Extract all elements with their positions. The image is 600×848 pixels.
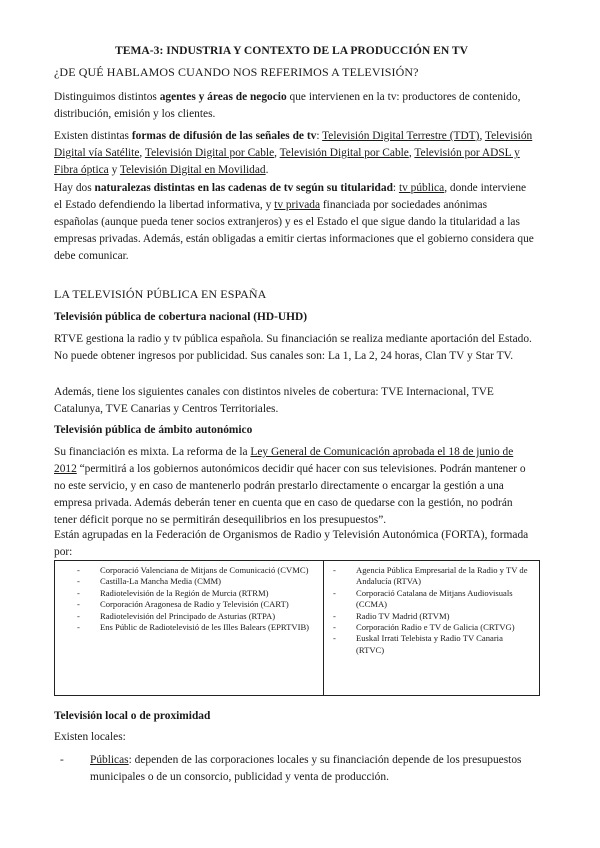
list-item: - Corporación Aragonesa de Radio y Televisión (CART) xyxy=(75,599,315,610)
link-tv-privada[interactable]: tv privada xyxy=(274,199,321,211)
paragraph-rtve-channels: Además, tiene los siguientes canales con distintos niveles de cobertura: TVE Internacional, TVE Catalunya, TVE Canarias y Centros Territoriales. xyxy=(54,386,494,415)
paragraph-forta: Están agrupadas en la Federación de Organismos de Radio y Televisión Autonómica (FORTA), formada por: xyxy=(54,529,529,558)
table-divider xyxy=(323,561,324,695)
link-satelite[interactable]: Televisión Digital vía Satélite xyxy=(54,130,533,159)
link-publicas[interactable]: Públicas xyxy=(90,754,129,766)
link-tv-publica[interactable]: tv pública xyxy=(398,182,445,194)
link-adsl[interactable]: Televisión por ADSL y Fibra óptica xyxy=(54,147,520,176)
list-item: - Corporació Valenciana de Mitjans de Comunicació (CVMC) xyxy=(75,565,315,576)
list-item: - Corporació Catalana de Mitjans Audiovisuals (CCMA) xyxy=(331,588,531,611)
paragraph-financing: Su financiación es mixta. La reforma de la Ley General de Comunicación aprobada el 18 de junio de 2012 “permitirá a los gobiernos autonómicos decidir qué hacer con sus televisiones. Podrán mantener o no este servicio, y en caso de mantenerlo podrán prestarlo directamente o encargar la gestión a una empresa privada. Además deberán tener en cuenta que en caso de quedarse con la gestión, no podrán tener déficit porque no se permitirán desequilibrios en los presupuestos”. xyxy=(54,446,526,526)
list-item: - Radiotelevisión de la Región de Murcia (RTRM) xyxy=(75,588,315,599)
list-item: - Ens Públic de Radiotelevisió de les Illes Balears (EPRTVIB) xyxy=(75,622,315,633)
link-ley-general[interactable]: Ley General de Comunicación aprobada el 18 de junio de 2012 xyxy=(54,446,514,475)
subheading-national: Televisión pública de cobertura nacional (HD-UHD) xyxy=(54,311,308,323)
list-item: - Corporación Radio e TV de Galicia (CRTVG) xyxy=(331,622,531,633)
paragraph-rtve: RTVE gestiona la radio y tv pública española. Su financiación se realiza mediante aportación del Estado. No puede obtener ingresos por publicidad. Sus canales son: La 1, La 2, 24 horas, Clan TV y Star TV. xyxy=(54,333,532,362)
section-heading-public-tv: LA TELEVISIÓN PÚBLICA EN ESPAÑA xyxy=(54,287,267,301)
paragraph-locales: Existen locales: xyxy=(54,731,126,743)
paragraph-agents: Distinguimos distintos agentes y áreas de negocio que intervienen en la tv: productores de contenido, distribución, emisión y los clientes. xyxy=(54,91,521,120)
link-tdt[interactable]: Televisión Digital Terrestre (TDT) xyxy=(322,130,480,142)
bullet-publicas: Públicas: dependen de las corporaciones locales y su financiación depende de los presupuestos municipales o de un consorcio, publicidad y venta de producción. xyxy=(90,754,522,783)
list-item: - Radio TV Madrid (RTVM) xyxy=(331,611,531,622)
forta-list-right xyxy=(331,565,531,656)
link-movilidad[interactable]: Televisión Digital en Movilidad xyxy=(119,164,266,176)
link-cable-1[interactable]: Televisión Digital por Cable xyxy=(144,147,275,159)
list-item: - Agencia Pública Empresarial de la Radio y TV de Andalucía (RTVA) xyxy=(331,565,531,588)
list-item: - Castilla-La Mancha Media (CMM) xyxy=(75,576,315,587)
list-item: - Radiotelevisión del Principado de Asturias (RTPA) xyxy=(75,611,315,622)
section-heading-television: ¿DE QUÉ HABLAMOS CUANDO NOS REFERIMOS A TELEVISIÓN? xyxy=(54,65,419,79)
link-cable-2[interactable]: Televisión Digital por Cable xyxy=(279,147,409,159)
paragraph-ownership: Hay dos naturalezas distintas en las cadenas de tv según su titularidad: tv pública, donde interviene el Estado defendiendo la libertad informativa, y tv privada financiada por sociedades anónimas españolas (aunque pueda tener socios extranjeros) y es el Estado el que sigue dando la titularidad a las empresas privadas. Además, están obligadas a emitir ciertas informaciones que el gobierno considera que debe comunicar. xyxy=(54,182,534,262)
forta-table xyxy=(54,560,540,696)
subheading-local: Televisión local o de proximidad xyxy=(54,710,211,722)
document-title: TEMA-3: INDUSTRIA Y CONTEXTO DE LA PRODUCCIÓN EN TV xyxy=(115,44,469,57)
subheading-autonomic: Televisión pública de ámbito autonómico xyxy=(54,424,253,436)
paragraph-broadcast-forms: Existen distintas formas de difusión de las señales de tv: Televisión Digital Terrestre (TDT), Televisión Digital vía Satélite, Televisión Digital por Cable, Televisión Digital por Cable, Televisión por ADSL y Fibra óptica y Televisión Digital en Movilidad. xyxy=(54,130,533,176)
forta-list-left xyxy=(75,565,315,633)
list-item: - Euskal Irrati Telebista y Radio TV Canaria (RTVC) xyxy=(331,633,531,656)
bullet-mark: - xyxy=(60,754,64,766)
